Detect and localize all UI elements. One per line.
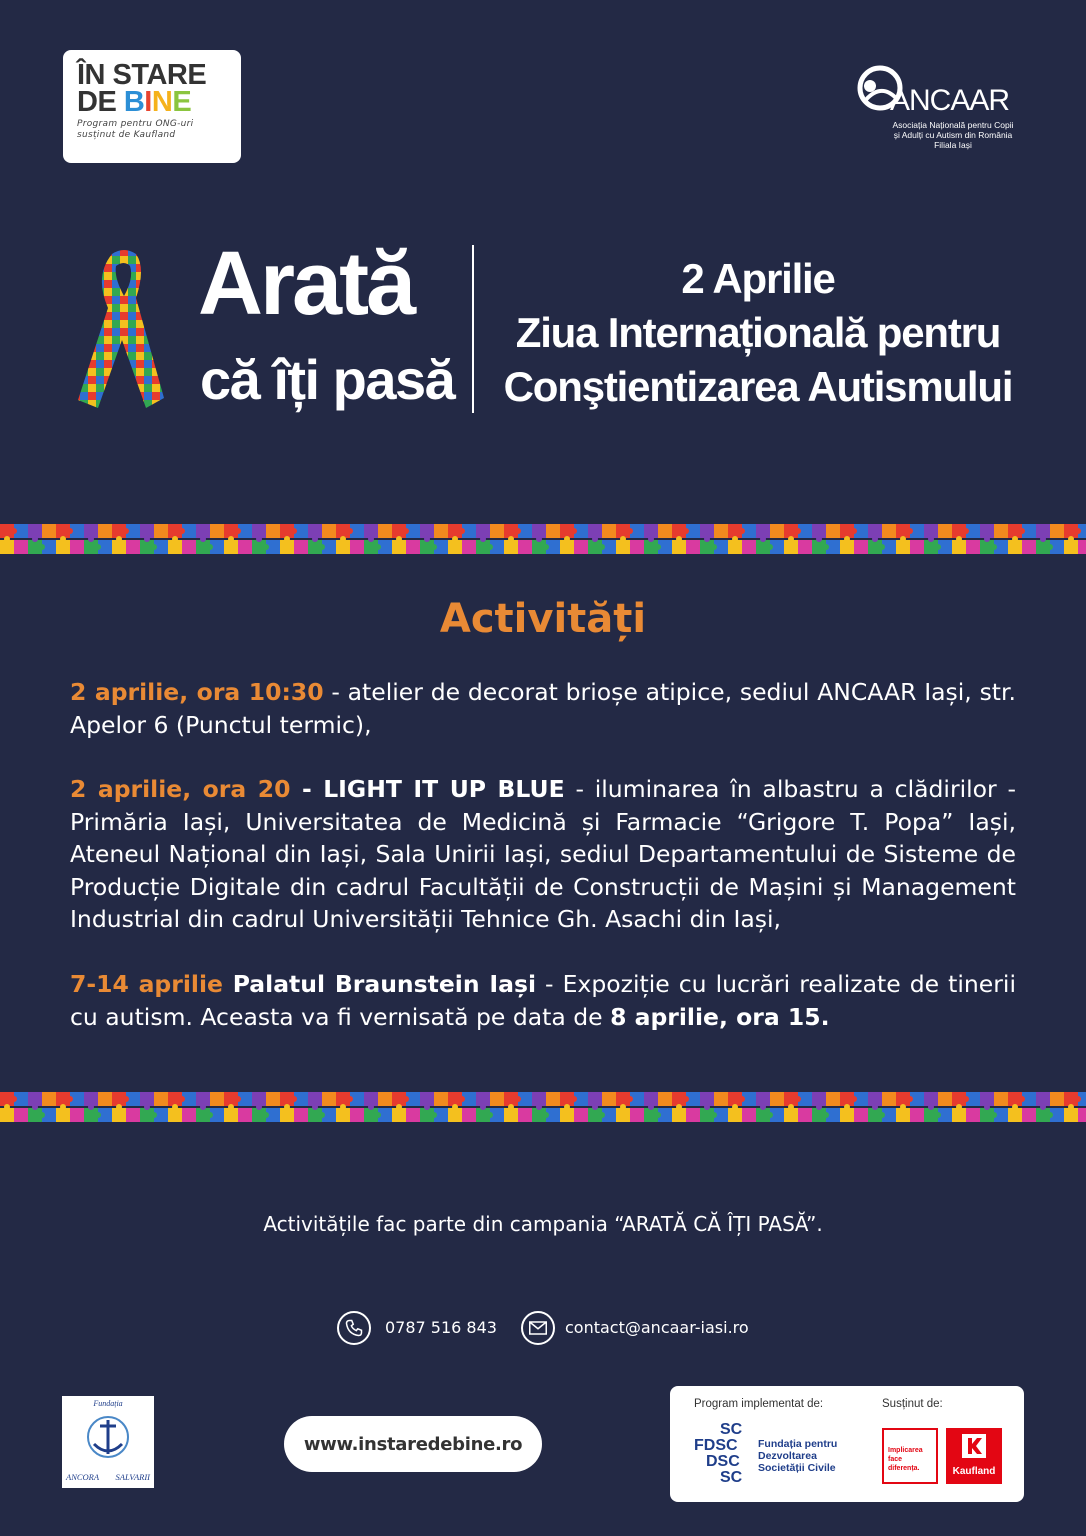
partner-right-label: SALVARII [115,1472,150,1482]
supported-by-label: Susținut de: [882,1398,943,1410]
activity-date: 2 aprilie, ora 10:30 [70,678,324,706]
ancaar-logo [850,62,1020,157]
activity-date: 7-14 aprilie [70,970,223,998]
kaufland-slogan-badge [882,1428,938,1484]
campaign-note: Activitățile fac parte din campania “ARATĂ CĂ ÎȚI PASĂ”. [263,1212,823,1236]
logo-letter: B [123,86,145,118]
envelope-icon[interactable] [521,1311,555,1345]
svg-text:DSC: DSC [706,1453,740,1470]
activity-title: - LIGHT IT UP BLUE [290,775,565,803]
anchor-icon [78,1412,138,1462]
partner-top-label: Fundația [93,1399,123,1408]
activity-description: - iluminarea în albastru a clădirilor - Primăria Iași, Universitatea de Medicină și Farmacie “Grigore T. Popa” Iași, Ateneul Național din Iași, Sala Unirii Iași, sediul Departamentului de Sisteme de Producție Digitale din cadrul Facultății de Construcții de Mașini și Management Industrial din cadrul Universității Tehnice Gh. Asachi din Iași, [70,775,1016,933]
event-name-line2: Conştientizarea Autismului [503,363,1013,410]
activity-item-3 [70,968,1016,1033]
fdsc-name-line1: Fundația pentru [758,1438,838,1450]
activity-item-2 [70,773,1016,936]
activity-place: Palatul Braunstein Iași [222,970,536,998]
implemented-by-label: Program implementat de: [694,1398,824,1410]
website-link[interactable]: www.instaredebine.ro [284,1416,542,1472]
svg-text:FDSC: FDSC [694,1437,738,1454]
event-title [490,252,1026,414]
logo-letter: N [151,86,173,118]
fdsc-name-line2: Dezvoltarea [758,1450,817,1462]
svg-text:SC: SC [720,1469,743,1486]
ancaar-subtitle [878,120,1028,150]
logo-subtitle-line2: susținut de Kaufland [77,130,176,140]
activity-description: - Expoziție cu lucrări realizate de tinerii cu autism. Aceasta va fi vernisată pe data de [70,970,1016,1031]
logo-line2 [77,86,227,118]
title-arata: Arată [198,234,414,334]
phone-icon[interactable] [337,1311,371,1345]
partner-left-label: ANCORA [66,1472,100,1482]
activities-heading: Activități [439,596,647,642]
puzzle-ribbon-icon [72,248,170,413]
ancora-salvarii-logo [62,1396,154,1488]
activity-vernissage: 8 aprilie, ora 15. [610,1002,830,1031]
email-address[interactable]: contact@ancaar-iasi.ro [565,1318,749,1337]
fdsc-name [758,1438,837,1474]
kaufland-slogan-line2: face [888,1456,903,1463]
ancaar-subtitle-line3: Filiala Iași [934,140,972,150]
kaufland-name: Kaufland [952,1466,996,1477]
ancaar-subtitle-line1: Asociația Națională pentru Copii [892,120,1014,130]
activity-date: 2 aprilie, ora 20 [70,775,291,803]
logo-subtitle [77,119,227,141]
fdsc-logo-icon [694,1420,748,1490]
in-stare-de-bine-logo [63,50,241,163]
puzzle-strip-top [0,520,1086,558]
logo-letter: I [144,86,152,118]
kaufland-slogan-line1: Implicarea [888,1447,923,1454]
event-date: 2 Aprilie [681,255,835,302]
logo-letter: E [172,86,192,118]
puzzle-strip-bottom [0,1088,1086,1126]
title-divider [472,245,474,413]
sponsors-panel [670,1386,1024,1502]
kaufland-slogan-line3: diferența. [888,1465,920,1472]
svg-text:SC: SC [720,1421,743,1438]
phone-number[interactable]: 0787 516 843 [385,1318,497,1337]
ancaar-name: ANCAAR [890,84,1010,117]
logo-subtitle-line1: Program pentru ONG-uri [77,119,194,129]
kaufland-emblem-icon [962,1434,986,1458]
logo-line1: ÎN STARE [77,59,207,91]
event-name-line1: Ziua Internațională pentru [515,309,1001,356]
fdsc-name-line3: Societății Civile [758,1462,836,1474]
logo-line2-prefix: DE [77,86,124,118]
kaufland-logo [946,1428,1002,1484]
activity-item-1 [70,676,1016,741]
title-ca-iti-pasa: că îți pasă [200,348,455,411]
activity-description: - atelier de decorat brioșe atipice, sediul ANCAAR Iași, str. Apelor 6 (Punctul termic), [70,678,1017,739]
ancaar-subtitle-line2: și Adulți cu Autism din România [893,130,1013,140]
